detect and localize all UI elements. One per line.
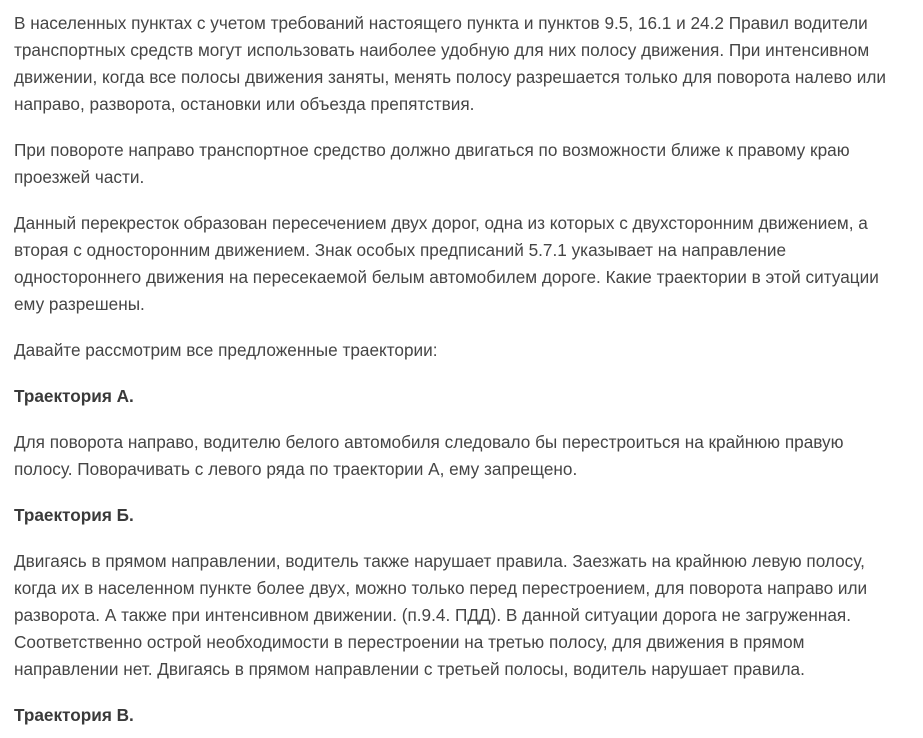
paragraph-right-turn-rule: При повороте направо транспортное средство должно двигаться по возможности ближе к правому краю проезжей части. xyxy=(14,140,850,187)
paragraph-trajectory-b: Двигаясь в прямом направлении, водитель также нарушает правила. Заезжать на крайнюю левую полосу, когда их в населенном пункте более двух, можно только перед перестроением, для поворота направо или разворота. А также при интенсивном движении. (п.9.4. ПДД). В данной ситуации дорога не загруженная. Соответственно острой необходимости в перестроении на третью полосу, для движения в прямом направлении нет. Двигаясь в прямом направлении с третьей полосы, водитель нарушает правила. xyxy=(14,551,868,679)
paragraph-trajectories-intro: Давайте рассмотрим все предложенные траектории: xyxy=(14,340,438,360)
heading-trajectory-v: Траектория В. xyxy=(14,705,134,725)
heading-trajectory-b: Траектория Б. xyxy=(14,505,134,525)
paragraph-trajectory-a: Для поворота направо, водителю белого автомобиля следовало бы перестроиться на крайнюю правую полосу. Поворачивать с левого ряда по траектории А, ему запрещено. xyxy=(14,432,844,479)
paragraph-intersection-description: Данный перекресток образован пересечением двух дорог, одна из которых с двухсторонним движением, а вторая с односторонним движением. Знак особых предписаний 5.7.1 указывает на направление одностороннего движения на пересекаемой белым автомобилем дороге. Какие траектории в этой ситуации ему разрешены. xyxy=(14,213,879,314)
heading-trajectory-a: Траектория А. xyxy=(14,386,134,406)
paragraph-rules-lane-choice: В населенных пунктах с учетом требований настоящего пункта и пунктов 9.5, 16.1 и 24.2 Правил водители транспортных средств могут использовать наиболее удобную для них полосу движения. При интенсивном движении, когда все полосы движения заняты, менять полосу разрешается только для поворота налево или направо, разворота, остановки или объезда препятствия. xyxy=(14,13,886,114)
